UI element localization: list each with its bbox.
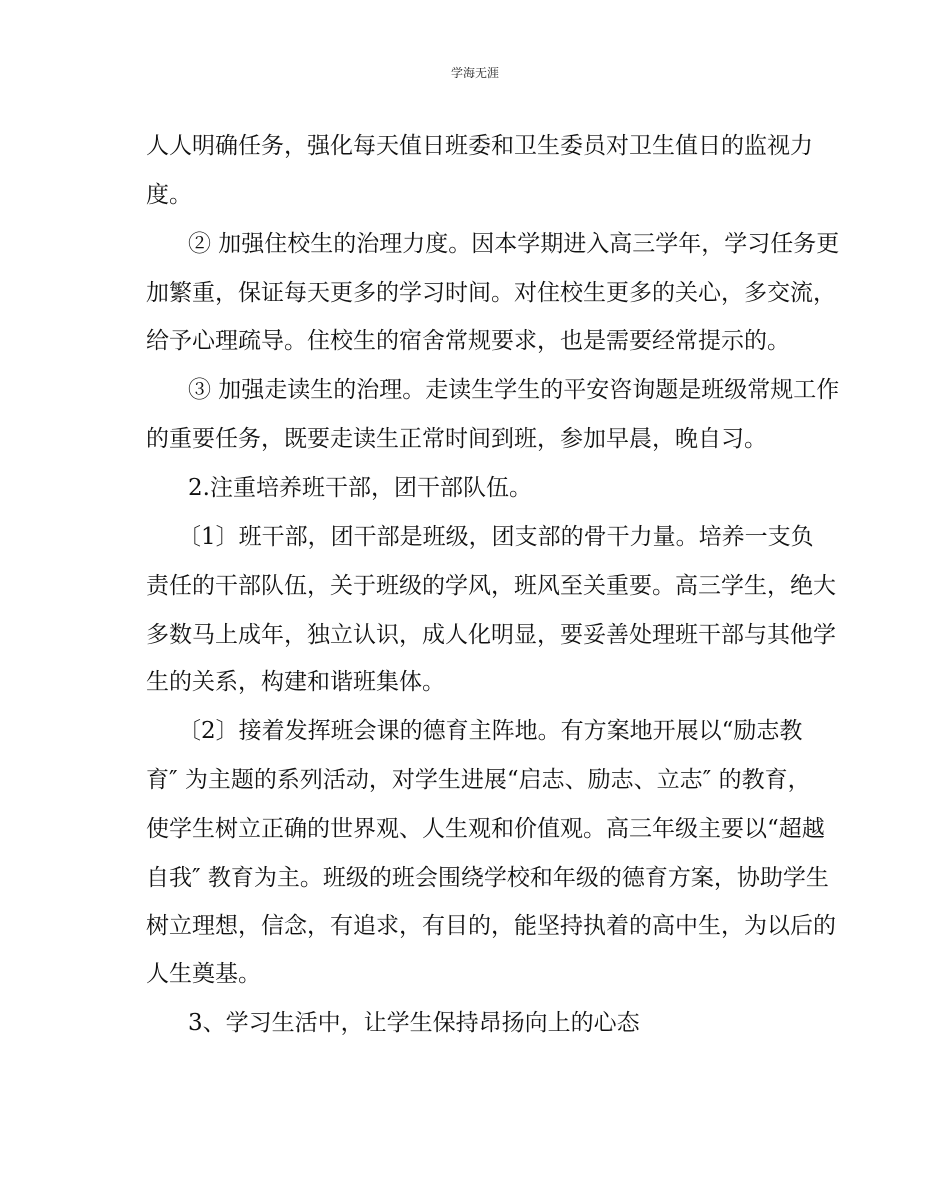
paragraph-line: 责任的干部队伍，关于班级的学风，班风至关重要。高三学生，绝大 [146, 573, 836, 599]
paragraph-line: 的重要任务，既要走读生正常时间到班，参加早晨，晚自习。 [146, 426, 767, 452]
paragraph-line: 人生奠基。 [146, 961, 261, 987]
section-heading: 3、学习生活中，让学生保持昂扬向上的心态 [188, 1010, 640, 1036]
paragraph-line: 人人明确任务，强化每天值日班委和卫生委员对卫生值日的监视力 [146, 133, 813, 159]
paragraph-line: 多数马上成年，独立认识，成人化明显，要妥善处理班干部与其他学 [146, 622, 836, 648]
paragraph-line: 〔1〕班干部，团干部是班级，团支部的骨干力量。培养一支负 [178, 524, 814, 550]
paragraph-line: 自我″ 教育为主。班级的班会围绕学校和年级的德育方案，协助学生 [146, 865, 829, 891]
paragraph-line: 使学生树立正确的世界观、人生观和价值观。高三年级主要以“超越 [146, 816, 825, 842]
paragraph-line: 育″ 为主题的系列活动，对学生进展“启志、励志、立志″ 的教育， [146, 767, 811, 793]
paragraph-line: 加繁重，保证每天更多的学习时间。对住校生更多的关心，多交流， [146, 280, 836, 306]
section-heading: 2.注重培养班干部，团干部队伍。 [188, 475, 532, 501]
paragraph-line: ③ 加强走读生的治理。走读生学生的平安咨询题是班级常规工作 [188, 377, 840, 403]
paragraph-line: 度。 [146, 182, 192, 208]
page-header: 学海无涯 [450, 66, 499, 80]
paragraph-line: ② 加强住校生的治理力度。因本学期进入高三学年，学习任务更 [188, 231, 840, 257]
paragraph-line: 树立理想，信念，有追求，有目的，能坚持执着的高中生，为以后的 [146, 913, 836, 939]
paragraph-line: 给予心理疏导。住校生的宿舍常规要求，也是需要经常提示的。 [146, 328, 790, 354]
paragraph-line: 〔2〕接着发挥班会课的德育主阵地。有方案地开展以“励志教 [178, 718, 803, 744]
paragraph-line: 生的关系，构建和谐班集体。 [146, 669, 445, 695]
